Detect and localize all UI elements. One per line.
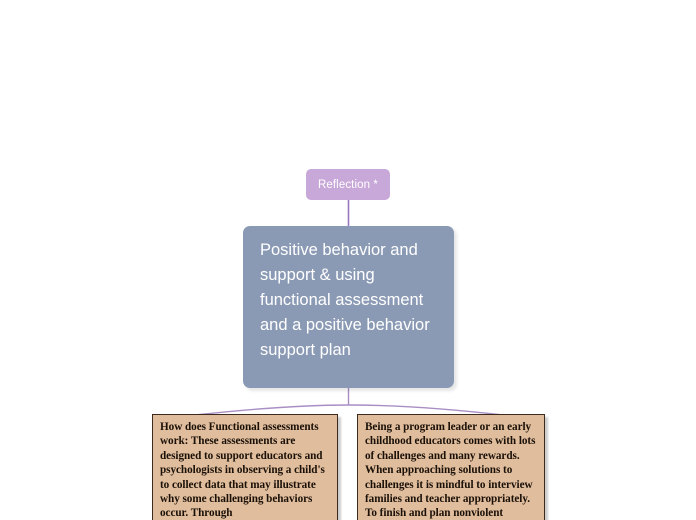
reflection-badge-label: Reflection * [317, 178, 378, 191]
reflection-badge[interactable] [306, 169, 390, 200]
note-box-functional-assessments[interactable] [152, 414, 338, 520]
root-node-positive-behavior-support[interactable] [243, 226, 454, 388]
note-box-text: How does Functional assessments work: These assessments are designed to support educators and psychologists in observing a child's to collect data that may illustrate why some challenging behaviors occur. Through [160, 421, 325, 520]
note-box-program-leader[interactable] [357, 414, 545, 520]
root-node-title: Positive behavior and support & using functional assessment and a positive behavior support plan [260, 241, 430, 359]
note-box-text: Being a program leader or an early childhood educators comes with lots of challenges and many rewards. When approaching solutions to challenges it is mindful to interview families and teacher appropriately. To finish and plan nonviolent [365, 421, 536, 520]
